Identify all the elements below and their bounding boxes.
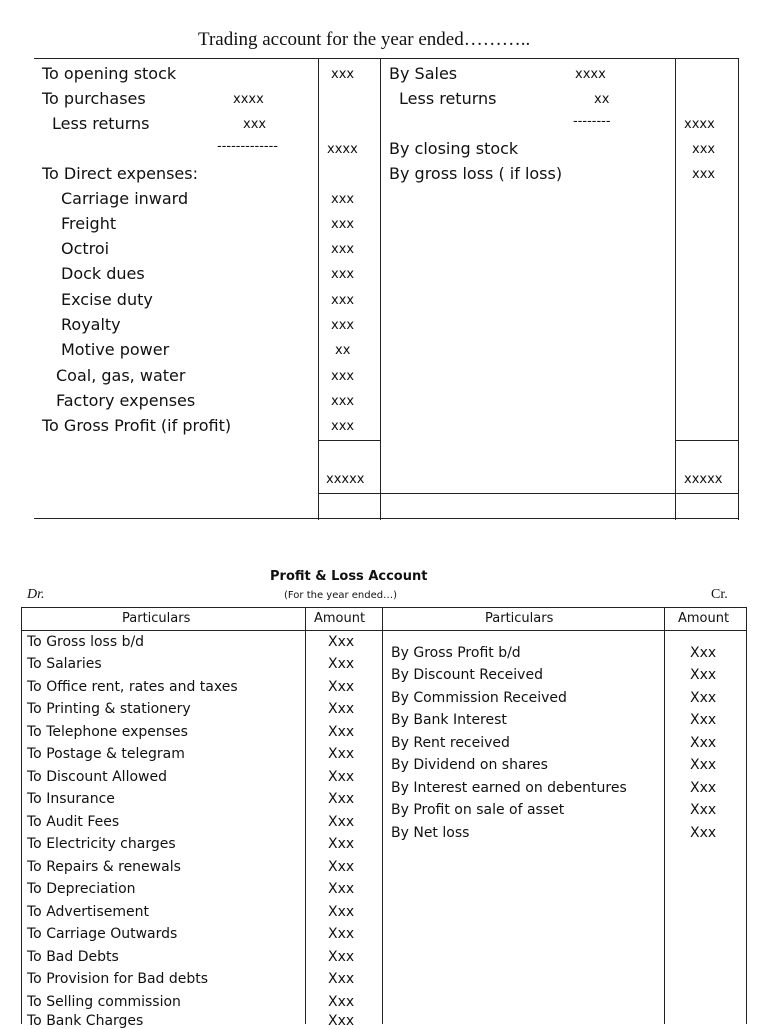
dr-label: Dr. bbox=[27, 587, 45, 602]
direct-expense-amount: xxx bbox=[331, 242, 355, 257]
direct-expense-amount: xxx bbox=[331, 318, 355, 333]
pl-credit-amount: Xxx bbox=[690, 735, 717, 751]
pl-col-divider-2 bbox=[382, 607, 383, 1024]
pl-debit-label: To Salaries bbox=[27, 656, 102, 672]
pl-debit-label: To Bad Debts bbox=[27, 949, 119, 965]
pl-debit-label: To Printing & stationery bbox=[27, 701, 191, 717]
trading-top-rule bbox=[34, 58, 738, 59]
pl-header-rule bbox=[21, 630, 747, 631]
direct-expense-amount: xxx bbox=[331, 267, 355, 282]
pl-debit-amount: Xxx bbox=[328, 724, 355, 740]
direct-expenses-heading: To Direct expenses: bbox=[42, 164, 198, 183]
direct-expense-amount: xxx bbox=[331, 293, 355, 308]
gross-loss-label: By gross loss ( if loss) bbox=[389, 164, 563, 183]
direct-expense-label: Royalty bbox=[61, 315, 121, 334]
pl-credit-label: By Net loss bbox=[391, 825, 470, 841]
pl-credit-amount: Xxx bbox=[690, 712, 717, 728]
pl-right-border bbox=[746, 607, 747, 1024]
direct-expense-label: Motive power bbox=[61, 340, 170, 359]
pl-debit-label: To Repairs & renewals bbox=[27, 859, 181, 875]
direct-expense-label: Factory expenses bbox=[56, 391, 196, 410]
pl-credit-label: By Gross Profit b/d bbox=[391, 645, 521, 661]
sales-label: By Sales bbox=[389, 64, 458, 83]
pl-credit-label: By Discount Received bbox=[391, 667, 543, 683]
pl-debit-amount: Xxx bbox=[328, 656, 355, 672]
net-purchase-rule: ------------- bbox=[217, 139, 278, 154]
pl-debit-label: To Bank Charges bbox=[27, 1013, 144, 1029]
pl-col-divider-1 bbox=[305, 607, 306, 1024]
pl-debit-amount: Xxx bbox=[328, 679, 355, 695]
pl-debit-label: To Postage & telegram bbox=[27, 746, 185, 762]
header-amount-left: Amount bbox=[314, 611, 366, 626]
direct-expense-label: Octroi bbox=[61, 239, 110, 258]
pl-subtitle: (For the year ended…) bbox=[284, 590, 398, 601]
cr-label: Cr. bbox=[711, 587, 728, 602]
direct-expense-amount: xxx bbox=[331, 192, 355, 207]
net-purchase-amount: xxxx bbox=[327, 142, 358, 157]
pl-debit-label: To Insurance bbox=[27, 791, 115, 807]
header-particulars-left: Particulars bbox=[122, 611, 191, 626]
pl-debit-label: To Discount Allowed bbox=[27, 769, 167, 785]
pl-credit-amount: Xxx bbox=[690, 690, 717, 706]
trading-credit-total: xxxxx bbox=[684, 472, 723, 487]
pl-debit-label: To Depreciation bbox=[27, 881, 136, 897]
direct-expense-label: Coal, gas, water bbox=[56, 366, 186, 385]
pl-debit-amount: Xxx bbox=[328, 904, 355, 920]
gross-profit-amount: xxx bbox=[331, 419, 355, 434]
pl-debit-amount: Xxx bbox=[328, 814, 355, 830]
pl-debit-label: To Carriage Outwards bbox=[27, 926, 178, 942]
trading-col-divider-1 bbox=[318, 58, 319, 520]
trading-title: Trading account for the year ended……….. bbox=[198, 29, 531, 50]
opening-stock-amount: xxx bbox=[331, 67, 355, 82]
direct-expense-label: Dock dues bbox=[61, 264, 145, 283]
pl-debit-amount: Xxx bbox=[328, 701, 355, 717]
trading-col-divider-3 bbox=[675, 58, 676, 520]
direct-expense-amount: xx bbox=[335, 343, 351, 358]
header-amount-right: Amount bbox=[678, 611, 730, 626]
sales-returns-label: Less returns bbox=[399, 89, 497, 108]
pl-debit-label: To Provision for Bad debts bbox=[27, 971, 209, 987]
direct-expense-amount: xxx bbox=[331, 217, 355, 232]
pl-credit-label: By Commission Received bbox=[391, 690, 567, 706]
trading-col-divider-2 bbox=[380, 58, 381, 520]
pl-debit-amount: Xxx bbox=[328, 746, 355, 762]
pl-title: Profit & Loss Account bbox=[270, 569, 428, 584]
pl-credit-label: By Bank Interest bbox=[391, 712, 507, 728]
closing-stock-label: By closing stock bbox=[389, 139, 519, 158]
pl-debit-amount: Xxx bbox=[328, 836, 355, 852]
purchase-returns-label: Less returns bbox=[52, 114, 150, 133]
pl-debit-amount: Xxx bbox=[328, 881, 355, 897]
trading-right-border bbox=[738, 58, 739, 520]
pl-debit-amount: Xxx bbox=[328, 994, 355, 1010]
trading-total-rule-left bbox=[318, 440, 380, 441]
purchases-label: To purchases bbox=[42, 89, 146, 108]
purchase-returns-sub: xxx bbox=[243, 117, 267, 132]
pl-debit-label: To Gross loss b/d bbox=[27, 634, 145, 650]
pl-credit-amount: Xxx bbox=[690, 667, 717, 683]
pl-debit-amount: Xxx bbox=[328, 769, 355, 785]
gross-profit-label: To Gross Profit (if profit) bbox=[42, 416, 232, 435]
pl-debit-amount: Xxx bbox=[328, 859, 355, 875]
pl-credit-label: By Interest earned on debentures bbox=[391, 780, 627, 796]
pl-debit-amount: Xxx bbox=[328, 971, 355, 987]
pl-credit-amount: Xxx bbox=[690, 757, 717, 773]
purchases-sub: xxxx bbox=[233, 92, 264, 107]
pl-credit-amount: Xxx bbox=[690, 825, 717, 841]
pl-col-divider-3 bbox=[664, 607, 665, 1024]
closing-stock-amount: xxx bbox=[692, 142, 716, 157]
pl-credit-amount: Xxx bbox=[690, 802, 717, 818]
pl-credit-label: By Profit on sale of asset bbox=[391, 802, 565, 818]
sales-sub: xxxx bbox=[575, 67, 606, 82]
pl-debit-label: To Office rent, rates and taxes bbox=[27, 679, 238, 695]
net-sales-rule: -------- bbox=[573, 114, 611, 129]
direct-expense-amount: xxx bbox=[331, 369, 355, 384]
gross-loss-amount: xxx bbox=[692, 167, 716, 182]
trading-base-rule bbox=[34, 518, 738, 519]
direct-expense-label: Carriage inward bbox=[61, 189, 189, 208]
pl-debit-amount: Xxx bbox=[328, 634, 355, 650]
pl-credit-label: By Dividend on shares bbox=[391, 757, 548, 773]
direct-expense-label: Excise duty bbox=[61, 290, 153, 309]
pl-debit-label: To Selling commission bbox=[27, 994, 181, 1010]
pl-debit-amount: Xxx bbox=[328, 1013, 355, 1029]
direct-expense-label: Freight bbox=[61, 214, 117, 233]
direct-expense-amount: xxx bbox=[331, 394, 355, 409]
pl-top-rule bbox=[21, 607, 747, 608]
opening-stock-label: To opening stock bbox=[42, 64, 177, 83]
trading-total-rule-right bbox=[675, 440, 738, 441]
pl-debit-amount: Xxx bbox=[328, 949, 355, 965]
pl-debit-amount: Xxx bbox=[328, 926, 355, 942]
pl-debit-label: To Telephone expenses bbox=[27, 724, 188, 740]
pl-credit-amount: Xxx bbox=[690, 780, 717, 796]
pl-debit-label: To Electricity charges bbox=[27, 836, 176, 852]
header-particulars-right: Particulars bbox=[485, 611, 554, 626]
pl-credit-amount: Xxx bbox=[690, 645, 717, 661]
pl-debit-amount: Xxx bbox=[328, 791, 355, 807]
trading-debit-total: xxxxx bbox=[326, 472, 365, 487]
net-sales-amount: xxxx bbox=[684, 117, 715, 132]
pl-left-border bbox=[21, 607, 22, 1024]
pl-debit-label: To Advertisement bbox=[27, 904, 149, 920]
sales-returns-sub: xx bbox=[594, 92, 610, 107]
pl-debit-label: To Audit Fees bbox=[27, 814, 120, 830]
pl-credit-label: By Rent received bbox=[391, 735, 510, 751]
